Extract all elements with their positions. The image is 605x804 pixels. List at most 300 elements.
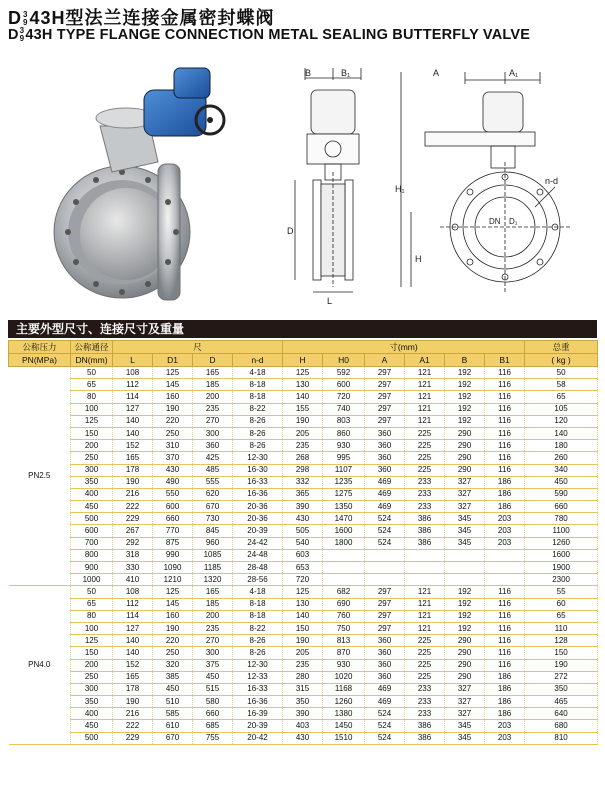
- table-cell: 229: [113, 732, 153, 744]
- table-cell: 524: [365, 720, 405, 732]
- label-H1: H₁: [395, 184, 405, 194]
- table-cell: 121: [405, 598, 445, 610]
- table-cell: 185: [193, 598, 233, 610]
- table-cell: 178: [113, 683, 153, 695]
- table-cell: [445, 562, 485, 574]
- table-cell: 250: [153, 647, 193, 659]
- table-cell: 140: [283, 391, 323, 403]
- table-cell: 192: [445, 379, 485, 391]
- table-cell: 235: [283, 440, 323, 452]
- table-cell: [365, 562, 405, 574]
- table-cell: 200: [71, 659, 113, 671]
- table-cell: 250: [71, 452, 113, 464]
- table-cell: 990: [153, 549, 193, 561]
- table-cell: 116: [485, 452, 525, 464]
- table-cell: 125: [153, 367, 193, 379]
- table-cell: 16-39: [233, 708, 283, 720]
- table-cell: 16-30: [233, 464, 283, 476]
- table-cell: 1085: [193, 549, 233, 561]
- table-cell: 203: [485, 513, 525, 525]
- table-cell: 360: [365, 647, 405, 659]
- table-cell: 272: [525, 671, 598, 683]
- label-B1: B₁: [341, 68, 351, 78]
- table-cell: 524: [365, 537, 405, 549]
- table-row: [9, 427, 598, 439]
- table-cell: [323, 549, 365, 561]
- table-cell: 55: [525, 586, 598, 598]
- table-cell: 360: [365, 427, 405, 439]
- header-col: A1: [405, 354, 445, 367]
- table-cell: 360: [365, 464, 405, 476]
- table-cell: 260: [525, 452, 598, 464]
- table-cell: 290: [445, 452, 485, 464]
- table-cell: 150: [525, 647, 598, 659]
- table-cell: 116: [485, 440, 525, 452]
- table-cell: 345: [445, 525, 485, 537]
- table-cell: 550: [153, 488, 193, 500]
- table-cell: 180: [525, 440, 598, 452]
- table-cell: [445, 574, 485, 586]
- table-cell: 386: [405, 525, 445, 537]
- table-cell: 1090: [153, 562, 193, 574]
- table-cell: 121: [405, 379, 445, 391]
- table-cell: 540: [283, 537, 323, 549]
- table-cell: 121: [405, 622, 445, 634]
- table-cell: 225: [405, 647, 445, 659]
- header-size-cn: 尺: [113, 341, 283, 354]
- table-cell: 192: [445, 391, 485, 403]
- table-row: [9, 525, 598, 537]
- table-cell: 760: [323, 610, 365, 622]
- table-cell: 450: [153, 683, 193, 695]
- table-row: [9, 391, 598, 403]
- table-header-row-2: [9, 354, 598, 367]
- table-cell: 290: [445, 671, 485, 683]
- table-cell: 297: [365, 379, 405, 391]
- table-cell: 510: [153, 696, 193, 708]
- table-cell: 350: [525, 683, 598, 695]
- table-cell: 810: [525, 732, 598, 744]
- table-cell: 469: [365, 683, 405, 695]
- table-cell: 290: [445, 647, 485, 659]
- table-cell: 327: [445, 501, 485, 513]
- table-cell: 155: [283, 403, 323, 415]
- table-header-row-1: [9, 341, 598, 354]
- table-cell: 65: [71, 379, 113, 391]
- table-cell: 186: [485, 696, 525, 708]
- table-cell: 1380: [323, 708, 365, 720]
- table-cell: 125: [71, 635, 113, 647]
- table-cell: 235: [283, 659, 323, 671]
- table-cell: 500: [71, 732, 113, 744]
- table-cell: 300: [71, 464, 113, 476]
- pressure-class-cell: PN2.5: [9, 367, 71, 586]
- table-cell: 690: [323, 598, 365, 610]
- table-cell: 720: [283, 574, 323, 586]
- label-A: A: [433, 68, 440, 78]
- table-cell: 160: [153, 610, 193, 622]
- table-row: [9, 488, 598, 500]
- header-weight: 总重: [525, 341, 598, 354]
- header-col: D: [193, 354, 233, 367]
- table-cell: 930: [323, 440, 365, 452]
- table-row: [9, 708, 598, 720]
- table-cell: 220: [153, 635, 193, 647]
- table-cell: 270: [193, 415, 233, 427]
- table-cell: 803: [323, 415, 365, 427]
- header-dn: 公称通径: [71, 341, 113, 354]
- table-cell: 2300: [525, 574, 598, 586]
- table-cell: 386: [405, 732, 445, 744]
- table-cell: 205: [283, 427, 323, 439]
- label-L: L: [327, 296, 333, 306]
- table-cell: 225: [405, 671, 445, 683]
- header-col: H: [283, 354, 323, 367]
- table-cell: 250: [71, 671, 113, 683]
- table-cell: 250: [153, 427, 193, 439]
- table-cell: 585: [153, 708, 193, 720]
- table-row: [9, 574, 598, 586]
- table-cell: 386: [405, 513, 445, 525]
- table-cell: 297: [365, 403, 405, 415]
- table-cell: 233: [405, 708, 445, 720]
- table-cell: 120: [525, 415, 598, 427]
- table-cell: 203: [485, 537, 525, 549]
- table-cell: 165: [113, 671, 153, 683]
- table-cell: 730: [193, 513, 233, 525]
- table-cell: 1210: [153, 574, 193, 586]
- label-n-d: n-d: [545, 176, 559, 186]
- table-cell: 300: [193, 647, 233, 659]
- table-cell: 318: [113, 549, 153, 561]
- table-cell: 110: [525, 622, 598, 634]
- label-DN: DN: [489, 217, 501, 226]
- table-cell: 100: [71, 403, 113, 415]
- table-cell: 600: [71, 525, 113, 537]
- table-cell: 216: [113, 488, 153, 500]
- table-row: [9, 586, 598, 598]
- table-cell: 140: [113, 647, 153, 659]
- table-cell: 524: [365, 525, 405, 537]
- table-cell: 1510: [323, 732, 365, 744]
- table-cell: 1000: [71, 574, 113, 586]
- table-cell: 360: [365, 452, 405, 464]
- table-cell: 16-36: [233, 488, 283, 500]
- table-cell: 192: [445, 367, 485, 379]
- header-col: L: [113, 354, 153, 367]
- table-cell: 375: [193, 659, 233, 671]
- table-cell: 403: [283, 720, 323, 732]
- table-cell: 125: [283, 367, 323, 379]
- table-cell: 1275: [323, 488, 365, 500]
- label-D1: D₁: [509, 217, 518, 226]
- table-cell: 130: [283, 379, 323, 391]
- table-cell: 500: [71, 513, 113, 525]
- table-cell: 20-36: [233, 501, 283, 513]
- table-cell: 750: [323, 622, 365, 634]
- table-cell: 178: [113, 464, 153, 476]
- table-cell: 8-26: [233, 440, 283, 452]
- table-cell: 116: [485, 391, 525, 403]
- table-cell: 127: [113, 622, 153, 634]
- table-cell: 515: [193, 683, 233, 695]
- table-cell: 116: [485, 367, 525, 379]
- table-cell: 112: [113, 379, 153, 391]
- table-cell: 524: [365, 513, 405, 525]
- table-cell: 1320: [193, 574, 233, 586]
- table-cell: 385: [153, 671, 193, 683]
- table-cell: 670: [193, 501, 233, 513]
- header-col: A: [365, 354, 405, 367]
- table-cell: 192: [445, 586, 485, 598]
- table-cell: 870: [323, 647, 365, 659]
- table-cell: 875: [153, 537, 193, 549]
- table-cell: 682: [323, 586, 365, 598]
- table-cell: 297: [365, 622, 405, 634]
- table-cell: 670: [153, 732, 193, 744]
- table-cell: 469: [365, 488, 405, 500]
- table-cell: 8-18: [233, 610, 283, 622]
- table-cell: 400: [71, 488, 113, 500]
- dimension-table: [8, 340, 598, 745]
- table-row: [9, 610, 598, 622]
- table-cell: 360: [365, 659, 405, 671]
- table-cell: 8-22: [233, 403, 283, 415]
- table-cell: 370: [153, 452, 193, 464]
- table-cell: 297: [365, 598, 405, 610]
- table-cell: 620: [193, 488, 233, 500]
- table-cell: 1020: [323, 671, 365, 683]
- table-cell: 65: [71, 598, 113, 610]
- table-row: [9, 647, 598, 659]
- table-cell: 150: [283, 622, 323, 634]
- header-dn-unit: DN(mm): [71, 354, 113, 367]
- table-cell: 297: [365, 391, 405, 403]
- table-row: [9, 452, 598, 464]
- table-row: [9, 440, 598, 452]
- table-cell: 216: [113, 708, 153, 720]
- table-cell: 60: [525, 598, 598, 610]
- table-cell: 290: [445, 440, 485, 452]
- header-col: B1: [485, 354, 525, 367]
- table-cell: [323, 562, 365, 574]
- table-cell: [365, 574, 405, 586]
- table-cell: 225: [405, 635, 445, 647]
- table-cell: 450: [71, 720, 113, 732]
- table-cell: 297: [365, 415, 405, 427]
- table-cell: 20-36: [233, 513, 283, 525]
- table-cell: 229: [113, 513, 153, 525]
- table-cell: 190: [283, 415, 323, 427]
- table-cell: 505: [283, 525, 323, 537]
- table-cell: 121: [405, 391, 445, 403]
- table-row: [9, 367, 598, 379]
- table-cell: 121: [405, 403, 445, 415]
- table-cell: 465: [525, 696, 598, 708]
- table-cell: 24-42: [233, 537, 283, 549]
- table-row: [9, 464, 598, 476]
- table-cell: [405, 562, 445, 574]
- table-row: [9, 513, 598, 525]
- table-cell: 16-33: [233, 476, 283, 488]
- subscript-fraction: 3 9: [23, 10, 29, 28]
- table-cell: 116: [485, 598, 525, 610]
- table-cell: 4-18: [233, 367, 283, 379]
- table-cell: 152: [113, 659, 153, 671]
- table-cell: 1600: [323, 525, 365, 537]
- table-cell: 298: [283, 464, 323, 476]
- table-cell: 8-18: [233, 391, 283, 403]
- table-cell: 114: [113, 610, 153, 622]
- table-row: [9, 622, 598, 634]
- table-cell: 524: [365, 732, 405, 744]
- table-cell: 160: [153, 391, 193, 403]
- table-cell: 755: [193, 732, 233, 744]
- table-cell: 116: [485, 610, 525, 622]
- table-cell: 425: [193, 452, 233, 464]
- table-cell: 116: [485, 647, 525, 659]
- table-cell: 430: [283, 513, 323, 525]
- table-cell: 386: [405, 720, 445, 732]
- table-cell: 108: [113, 586, 153, 598]
- table-cell: 186: [485, 476, 525, 488]
- table-cell: 28-48: [233, 562, 283, 574]
- front-view-drawing: [395, 62, 575, 307]
- table-cell: 140: [113, 635, 153, 647]
- table-cell: 116: [485, 427, 525, 439]
- table-row: [9, 659, 598, 671]
- table-cell: 80: [71, 610, 113, 622]
- table-cell: 186: [485, 683, 525, 695]
- table-cell: 203: [485, 732, 525, 744]
- table-cell: 292: [113, 537, 153, 549]
- table-cell: 340: [525, 464, 598, 476]
- table-cell: 592: [323, 367, 365, 379]
- table-cell: 140: [525, 427, 598, 439]
- table-cell: 450: [525, 476, 598, 488]
- table-cell: 390: [283, 501, 323, 513]
- table-row: [9, 549, 598, 561]
- header-size-unit: 寸(mm): [283, 341, 525, 354]
- table-cell: 1470: [323, 513, 365, 525]
- table-cell: 203: [485, 525, 525, 537]
- table-cell: 150: [71, 647, 113, 659]
- table-cell: 12-33: [233, 671, 283, 683]
- table-row: [9, 562, 598, 574]
- table-cell: 121: [405, 586, 445, 598]
- table-row: [9, 598, 598, 610]
- table-cell: 116: [485, 415, 525, 427]
- table-cell: 995: [323, 452, 365, 464]
- table-cell: 350: [283, 696, 323, 708]
- table-cell: 345: [445, 513, 485, 525]
- table-cell: 190: [113, 696, 153, 708]
- table-cell: 700: [71, 537, 113, 549]
- table-cell: [405, 549, 445, 561]
- table-cell: 660: [193, 708, 233, 720]
- table-cell: 297: [365, 610, 405, 622]
- table-cell: 65: [525, 610, 598, 622]
- table-cell: 114: [113, 391, 153, 403]
- table-cell: 16-33: [233, 683, 283, 695]
- header-pn-unit: PN(MPa): [9, 354, 71, 367]
- table-cell: 108: [113, 367, 153, 379]
- table-cell: 490: [153, 476, 193, 488]
- table-cell: 350: [71, 476, 113, 488]
- table-cell: 327: [445, 488, 485, 500]
- table-body: [9, 367, 598, 745]
- table-cell: 186: [485, 488, 525, 500]
- valve-photo: [40, 62, 240, 302]
- table-cell: 192: [445, 598, 485, 610]
- table-cell: [485, 549, 525, 561]
- pressure-class-cell: PN4.0: [9, 586, 71, 744]
- table-cell: [365, 549, 405, 561]
- table-cell: 290: [445, 659, 485, 671]
- table-cell: 165: [113, 452, 153, 464]
- table-cell: 297: [365, 367, 405, 379]
- table-cell: 450: [193, 671, 233, 683]
- table-cell: 1185: [193, 562, 233, 574]
- table-cell: 770: [153, 525, 193, 537]
- table-cell: 125: [283, 586, 323, 598]
- table-row: [9, 476, 598, 488]
- table-cell: 267: [113, 525, 153, 537]
- table-row: [9, 683, 598, 695]
- table-cell: 327: [445, 683, 485, 695]
- table-cell: 345: [445, 732, 485, 744]
- table-row: [9, 732, 598, 744]
- table-cell: 720: [323, 391, 365, 403]
- table-cell: 780: [525, 513, 598, 525]
- table-cell: 235: [193, 622, 233, 634]
- table-cell: 345: [445, 720, 485, 732]
- table-row: [9, 379, 598, 391]
- label-B: B: [305, 68, 312, 78]
- table-cell: 20-42: [233, 732, 283, 744]
- table-cell: 100: [71, 622, 113, 634]
- table-cell: 8-26: [233, 427, 283, 439]
- table-cell: 290: [445, 464, 485, 476]
- table-cell: 225: [405, 452, 445, 464]
- table-cell: 140: [113, 415, 153, 427]
- table-cell: 58: [525, 379, 598, 391]
- table-cell: 469: [365, 501, 405, 513]
- table-cell: 105: [525, 403, 598, 415]
- table-cell: 320: [153, 659, 193, 671]
- table-cell: 192: [445, 403, 485, 415]
- table-cell: 360: [365, 671, 405, 683]
- table-cell: [485, 562, 525, 574]
- table-cell: 192: [445, 622, 485, 634]
- table-cell: 127: [113, 403, 153, 415]
- header-col: H0: [323, 354, 365, 367]
- table-cell: 290: [445, 635, 485, 647]
- table-cell: 580: [193, 696, 233, 708]
- table-cell: 555: [193, 476, 233, 488]
- table-cell: 740: [323, 403, 365, 415]
- table-cell: 50: [525, 367, 598, 379]
- table-cell: 960: [193, 537, 233, 549]
- table-cell: 152: [113, 440, 153, 452]
- table-cell: 205: [283, 647, 323, 659]
- table-cell: 469: [365, 476, 405, 488]
- table-cell: 190: [153, 403, 193, 415]
- table-cell: 220: [153, 415, 193, 427]
- table-cell: 1450: [323, 720, 365, 732]
- table-cell: 186: [485, 501, 525, 513]
- table-cell: 225: [405, 659, 445, 671]
